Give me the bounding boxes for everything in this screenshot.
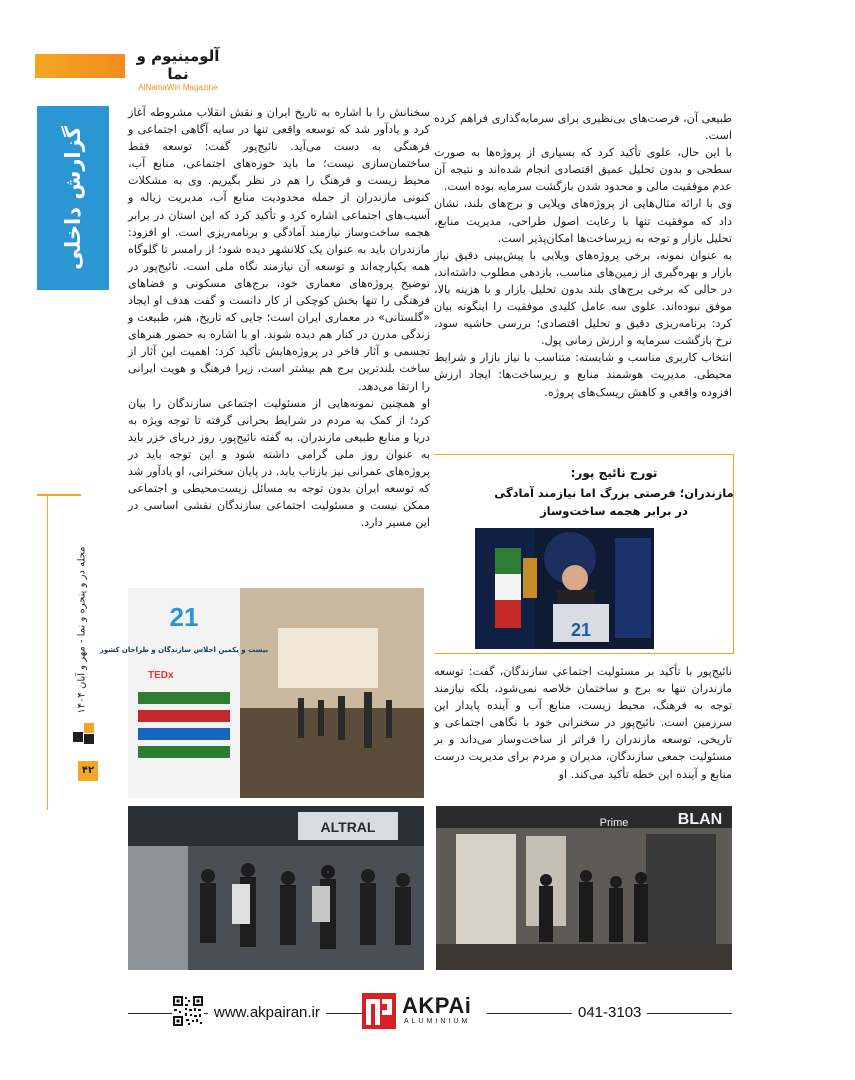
speaker-photo	[475, 528, 654, 649]
magazine-logo	[128, 47, 228, 92]
article-column-right	[434, 110, 732, 401]
section-label: گزارش داخلی	[61, 126, 85, 270]
paragraph: نائیج‌پور با تأکید بر مسئولیت اجتماعی سازندگان، گفت: توسعه مازندران تنها به برج و ساختمان خلاصه نمی‌شود، بلکه نیازمند توجه به فرهنگ، محیط زیست، منابع آب و آینده پایدار این سرزمین است. نائیج‌پور در سخنرانی خود با نگاهی اجتماعی و تاریخی، توسعه مازندران را فراتر از ساخت‌وساز می‌داند و بر مسئولیت جمعی سازندگان، مدیران و مردم برای مدیریت درست منابع و آینده این خطه تأکید می‌کند. او	[434, 665, 732, 781]
header-accent-band	[35, 54, 125, 78]
booth-altral: ALTRAL	[320, 819, 376, 835]
banner-number: 21	[169, 602, 199, 632]
logo-text: آلومینیوم و نما	[136, 47, 220, 83]
callout-headline: مازندران؛ فرصتی بزرگ اما نیازمند آمادگی در برابر هجمه ساخت‌وساز	[494, 486, 734, 518]
brand-name: AKPAi	[402, 993, 472, 1018]
paragraph: طبیعی آن، فرصت‌های بی‌نظیری برای سرمایه‌گذاری فراهم کرده است.	[434, 112, 732, 143]
sidebar-rule	[47, 494, 48, 810]
speaker-callout	[494, 466, 734, 520]
exhibition-crowd-photo	[128, 806, 424, 970]
qr-code-icon	[172, 995, 204, 1027]
callout-speaker: تورج نائیج پور:	[570, 466, 658, 480]
paragraph: با این حال، علوی تأکید کرد که بسیاری از پروژه‌ها به صورت سطحی و بدون تحلیل عمیق اقتصادی انجام شده‌اند و نتیجه آن عدم موفقیت مالی و محدود شدن بازگشت سرمایه بوده است.	[434, 146, 732, 194]
banner-ted: TEDx	[148, 670, 174, 681]
paragraph: سخنانش را با اشاره به تاریخ ایران و نقش انقلاب مشروطه آغاز کرد و یادآور شد که توسعه واقعی تنها در سایه آگاهی اجتماعی و فرهنگی به دست می‌آید. نائیج‌پور گفت: توسعه فقط ساختمان‌سازی نیست؛ ما باید حوزه‌های اجتماعی، منابع آب، محیط زیست و فرهنگ را هم در نظر بگیریم. وی به مشکلات کنونی مازندران از جمله محدودیت منابع آب، مدیریت زباله و آسیب‌های اجتماعی اشاره کرد و تأکید کرد که این استان در برابر هجمه ساخت‌وساز نیازمند آمادگی و برنامه‌ریزی است. او افزود: مازندران باید به عنوان یک کلانشهر دیده شود؛ از رامسر تا گلوگاه همه یکپارچه‌اند و توسعه آن نیازمند نگاه ملی است. نائیج‌پور در توضیح پروژه‌های معماری خود، برج‌های مسکونی و فضاهای فرهنگی را تنها بخش کوچکی از کار دانست و گفت هدف او ایجاد «گلستانی» در معماری ایران است؛ جایی که تاریخ، هنر، طبیعت و زندگی مدرن در کنار هم دیده شوند. او با اشاره به حضور هنرهای تجسمی و آثار فاخر در پروژه‌هایش تأکید کرد: اهمیت این آثار از ساخت بلندترین برج هم بیشتر است، زیرا فرهنگ و هویت ایرانی را ارتقا می‌دهد.	[128, 106, 430, 393]
article-column-left	[128, 104, 430, 531]
paragraph: انتخاب کاربری مناسب و شایسته: متناسب با نیاز بازار و شرایط محیطی. مدیریت هوشمند منابع و زیرساخت‌ها: ایجاد ارزش افزوده واقعی و کاهش ریسک‌های پروژه.	[434, 351, 732, 399]
article-column-bottom	[434, 663, 732, 783]
page-number: ۴۲	[78, 761, 98, 781]
booth-prime: Prime	[599, 817, 629, 829]
sidebar-rule-cap	[37, 494, 81, 496]
banner-title: بیست و یکمین اجلاس سازندگان و طراحان کشور	[99, 646, 269, 654]
akpai-mark-icon	[362, 993, 396, 1029]
paragraph: او همچنین نمونه‌هایی از مسئولیت اجتماعی سازندگان را بیان کرد؛ از کمک به مردم در شرایط بحرانی گرفته تا توجه ویژه به دریا و منابع طبیعی مازندران. به گفته نائیج‌پور، روز دریای خزر باید به عنوان روز ملی گرامی داشته شود و این توجه باید در پروژه‌های عمرانی نیز بازتاب یابد. در پایان سخنرانی، او یادآور شد که توسعه ایران بدون توجه به مسائل زیست‌محیطی و اجتماعی ممکن نیست و مسئولیت اجتماعی سازندگان نقشی اساسی در این مسیر دارد.	[128, 396, 430, 530]
exhibition-booth-photo	[436, 806, 732, 970]
podium-number: 21	[570, 620, 592, 640]
paragraph: به عنوان نمونه، برخی پروژه‌های ویلایی با پیش‌بینی دقیق نیاز بازار و بهره‌گیری از زمین‌های مناسب، بازدهی مطلوب داشته‌اند، در حالی که برخی برج‌های بلند بدون تحلیل بازار و با هزینه بالا، موفق نبوده‌اند. علوی سه عامل کلیدی موفقیت را اینگونه بیان کرد: برنامه‌ریزی دقیق و تحلیل اقتصادی؛ بررسی حاشیه سود، نرخ بازگشت سرمایه و ارزش زمانی پول.	[434, 248, 732, 348]
cubes-icon	[72, 722, 98, 748]
website-link[interactable]: www.akpairan.ir	[208, 1004, 326, 1021]
brand-logo	[362, 993, 487, 1031]
exhibition-hall-photo	[99, 588, 424, 798]
booth-blan: BLAN	[677, 811, 723, 828]
brand-subtitle: ALUMINIUM	[404, 1018, 471, 1025]
section-tab	[37, 106, 109, 290]
issue-label: مجله در و پنجره و نما - مهر و آبان ۱۴۰۴	[76, 546, 88, 714]
paragraph: وی با ارائه مثال‌هایی از پروژه‌های ویلایی و برج‌های بلند، نشان داد که موفقیت تنها با رعایت اصول طراحی، مدیریت منابع، تحلیل بازار و توجه به زیرساخت‌ها امکان‌پذیر است.	[434, 197, 732, 245]
logo-subtitle: AlNamaWin Magazine	[138, 83, 218, 92]
phone-number: 041-3103	[572, 1004, 647, 1021]
